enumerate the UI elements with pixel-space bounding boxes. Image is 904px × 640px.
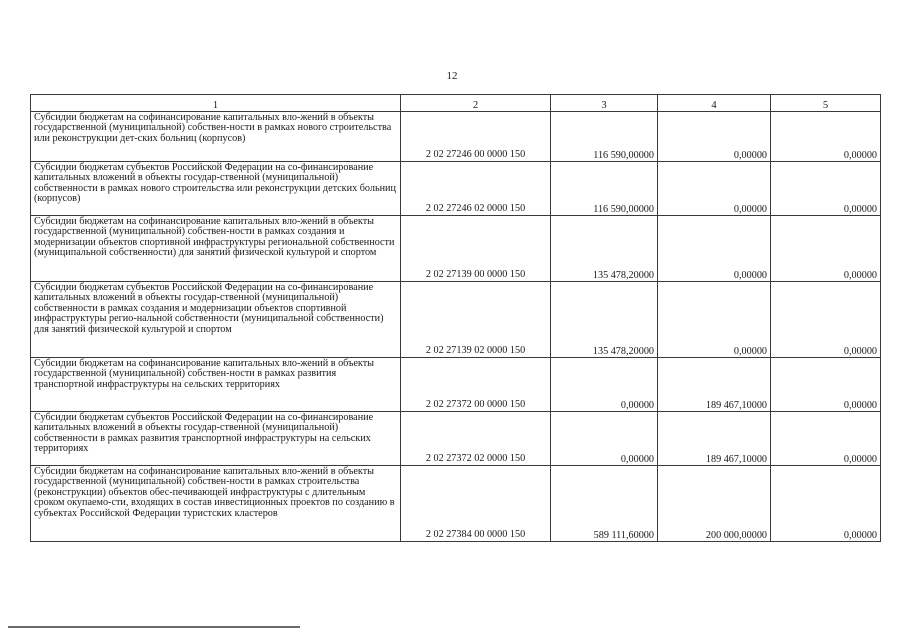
column-header: 5	[771, 95, 881, 112]
footer-divider	[8, 626, 300, 628]
column-header: 4	[658, 95, 771, 112]
budget-table	[30, 94, 881, 542]
table-row	[31, 216, 881, 282]
row-code: 2 02 27139 02 0000 150	[401, 282, 551, 358]
row-value-col5: 0,00000	[771, 216, 881, 282]
row-code: 2 02 27139 00 0000 150	[401, 216, 551, 282]
row-value-col5: 0,00000	[771, 412, 881, 466]
row-value-col3: 135 478,20000	[551, 282, 658, 358]
row-value-col4: 0,00000	[658, 216, 771, 282]
row-value-col5: 0,00000	[771, 282, 881, 358]
row-value-col4: 0,00000	[658, 162, 771, 216]
row-code: 2 02 27384 00 0000 150	[401, 466, 551, 542]
table-row	[31, 466, 881, 542]
row-code: 2 02 27246 02 0000 150	[401, 162, 551, 216]
row-value-col3: 116 590,00000	[551, 112, 658, 162]
row-value-col3: 0,00000	[551, 358, 658, 412]
row-description: Субсидии бюджетам на софинансирование капитальных вло-жений в объекты государственной (муниципальной) собствен-ности в рамках нового строительства или реконструкции дет-ских больниц (корпусов)	[31, 112, 401, 162]
table-row	[31, 282, 881, 358]
row-value-col5: 0,00000	[771, 112, 881, 162]
row-value-col4: 189 467,10000	[658, 358, 771, 412]
row-code: 2 02 27372 02 0000 150	[401, 412, 551, 466]
table-row	[31, 162, 881, 216]
table-row	[31, 412, 881, 466]
column-header: 3	[551, 95, 658, 112]
row-value-col3: 589 111,60000	[551, 466, 658, 542]
row-value-col3: 135 478,20000	[551, 216, 658, 282]
table-header-row	[31, 95, 881, 112]
row-description: Субсидии бюджетам субъектов Российской Федерации на со-финансирование капитальных вложений в объекты государ-ственной (муниципальной) собственности в рамках развития транспортной инфраструктуры на сельских территориях	[31, 412, 401, 466]
row-value-col3: 116 590,00000	[551, 162, 658, 216]
row-description: Субсидии бюджетам на софинансирование капитальных вло-жений в объекты государственной (муниципальной) собствен-ности в рамках создания и модернизации объектов спортивной инфраструктуры региональной собственности (муниципальной собственности) для занятий физической культурой и спортом	[31, 216, 401, 282]
row-description: Субсидии бюджетам субъектов Российской Федерации на со-финансирование капитальных вложений в объекты государ-ственной (муниципальной) собственности в рамках создания и модернизации объектов спортивной инфраструктуры регио-нальной собственности (муниципальной собственности) для занятий физической культурой и спортом	[31, 282, 401, 358]
row-code: 2 02 27246 00 0000 150	[401, 112, 551, 162]
row-value-col5: 0,00000	[771, 466, 881, 542]
column-header: 1	[31, 95, 401, 112]
row-description: Субсидии бюджетам на софинансирование капитальных вло-жений в объекты государственной (муниципальной) собствен-ности в рамках развития транспортной инфраструктуры на сельских территориях	[31, 358, 401, 412]
page-number: 12	[446, 70, 458, 82]
row-value-col4: 189 467,10000	[658, 412, 771, 466]
table-row	[31, 358, 881, 412]
row-description: Субсидии бюджетам субъектов Российской Федерации на со-финансирование капитальных вложений в объекты государ-ственной (муниципальной) собственности в рамках нового строительства или реконструкции детских больниц (корпусов)	[31, 162, 401, 216]
row-value-col5: 0,00000	[771, 358, 881, 412]
row-code: 2 02 27372 00 0000 150	[401, 358, 551, 412]
row-value-col4: 0,00000	[658, 282, 771, 358]
row-value-col4: 0,00000	[658, 112, 771, 162]
row-value-col4: 200 000,00000	[658, 466, 771, 542]
column-header: 2	[401, 95, 551, 112]
row-value-col5: 0,00000	[771, 162, 881, 216]
table-row	[31, 112, 881, 162]
row-value-col3: 0,00000	[551, 412, 658, 466]
row-description: Субсидии бюджетам на софинансирование капитальных вло-жений в объекты государственной (муниципальной) собствен-ности в рамках строительства (реконструкции) объектов обес-печивающей инфраструктуры с длительным сроком окупаемо-сти, входящих в состав инвестиционных проектов по созданию в субъектах Российской Федерации туристских кластеров	[31, 466, 401, 542]
